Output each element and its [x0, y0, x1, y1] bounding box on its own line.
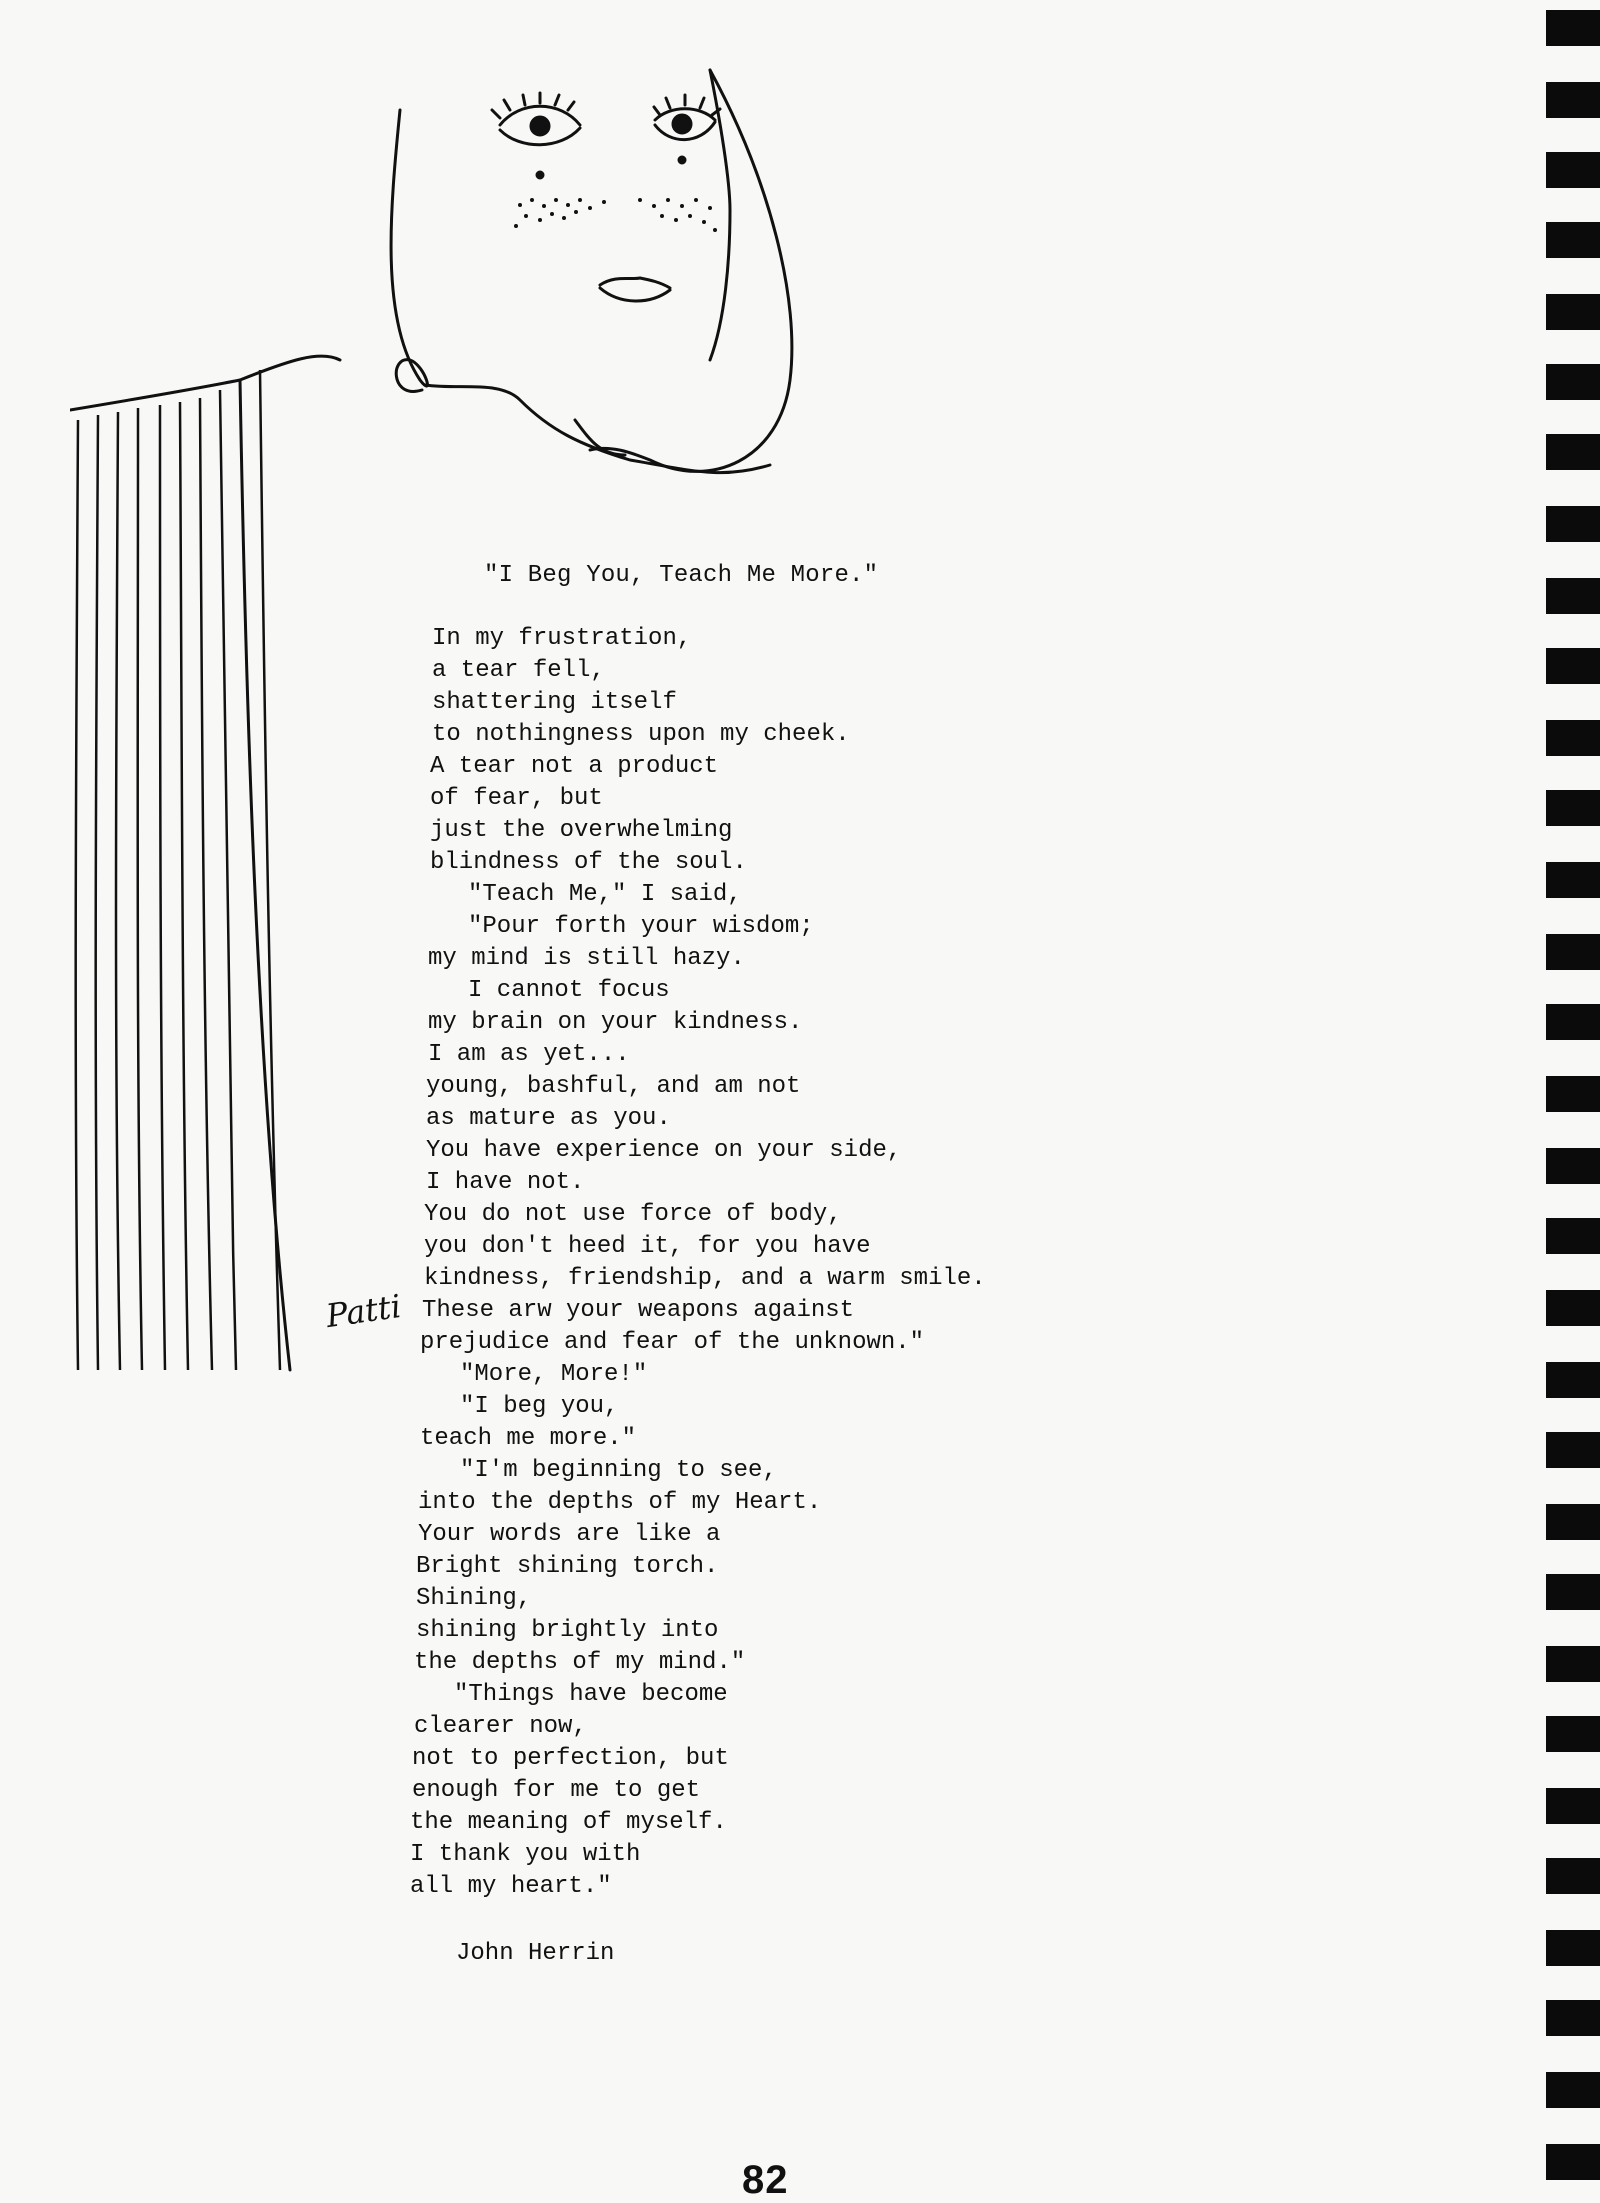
poem-title: "I Beg You, Teach Me More."	[484, 562, 879, 589]
poem-line: I am as yet...	[428, 1041, 630, 1068]
poem-line: prejudice and fear of the unknown."	[420, 1329, 925, 1356]
poem-line: shining brightly into	[416, 1617, 719, 1644]
poem-line: Bright shining torch.	[416, 1553, 719, 1580]
poem-line: clearer now,	[414, 1713, 587, 1740]
poem-line: A tear not a product	[430, 753, 719, 780]
poem-line: In my frustration,	[432, 625, 692, 652]
poem-line: You have experience on your side,	[426, 1137, 902, 1164]
poem-line: shattering itself	[432, 689, 677, 716]
poem-line: a tear fell,	[432, 657, 605, 684]
poem-line: teach me more."	[420, 1425, 637, 1452]
poem-line: blindness of the soul.	[430, 849, 747, 876]
poem-line: These arw your weapons against	[422, 1297, 855, 1324]
poem-line: "Pour forth your wisdom;	[468, 913, 814, 940]
poem-line: Your words are like a	[418, 1521, 721, 1548]
poem-line: you don't heed it, for you have	[424, 1233, 871, 1260]
poem-line: my mind is still hazy.	[428, 945, 745, 972]
poem-line: I have not.	[426, 1169, 585, 1196]
poem-line: not to perfection, but	[412, 1745, 729, 1772]
poem-body	[400, 625, 1100, 1915]
poem-line: to nothingness upon my cheek.	[432, 721, 850, 748]
poem-line: "Things have become	[454, 1681, 728, 1708]
poem-line: You do not use force of body,	[424, 1201, 842, 1228]
poem-line: just the overwhelming	[430, 817, 733, 844]
poem-line: into the depths of my Heart.	[418, 1489, 822, 1516]
poem-line: kindness, friendship, and a warm smile.	[424, 1265, 986, 1292]
poem-line: Shining,	[416, 1585, 532, 1612]
poem-line: of fear, but	[430, 785, 603, 812]
poem-line: young, bashful, and am not	[426, 1073, 801, 1100]
poem-line: "More, More!"	[460, 1361, 648, 1388]
poem-line: the depths of my mind."	[414, 1649, 746, 1676]
page-number: 82	[742, 2158, 789, 2202]
poem-line: "I'm beginning to see,	[460, 1457, 777, 1484]
poem-line: "I beg you,	[460, 1393, 619, 1420]
poem-line: I cannot focus	[468, 977, 670, 1004]
poem-line: "Teach Me," I said,	[468, 881, 742, 908]
poem-line: my brain on your kindness.	[428, 1009, 803, 1036]
spiral-binding	[1542, 0, 1600, 2203]
poem-line: I thank you with	[410, 1841, 641, 1868]
poem-line: enough for me to get	[412, 1777, 701, 1804]
poem-line: the meaning of myself.	[410, 1809, 727, 1836]
artist-signature: Patti	[323, 1286, 404, 1336]
poem-line: as mature as you.	[426, 1105, 671, 1132]
poem-line: all my heart."	[410, 1873, 612, 1900]
poem-author: John Herrin	[456, 1940, 615, 1967]
